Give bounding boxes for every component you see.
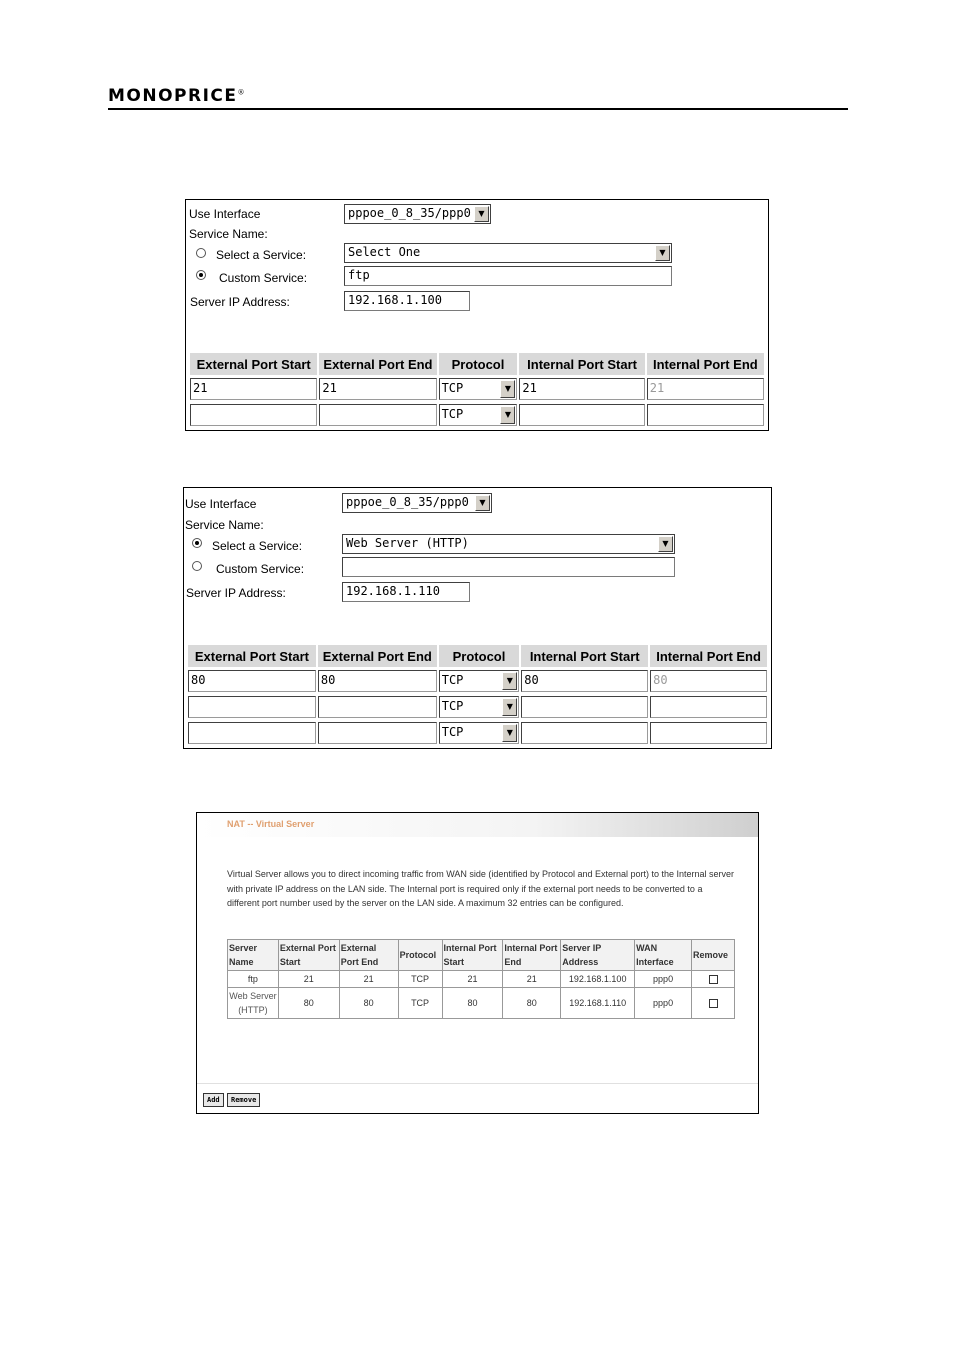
ext-start-input[interactable]	[188, 696, 316, 718]
interface-select[interactable]: pppoe_0_8_35/ppp0 ▼	[342, 493, 492, 513]
nat-virtual-server-page	[196, 812, 759, 1114]
server-ip: 192.168.1.110	[561, 988, 635, 1019]
protocol-select[interactable]: TCP ▼	[439, 722, 520, 744]
ext-start-input[interactable]	[190, 404, 317, 426]
int-start-input[interactable]: 21	[519, 378, 644, 400]
col-server-ip: Server IP Address	[561, 940, 635, 971]
service-name-label: Service Name:	[185, 518, 264, 532]
ext-end-input[interactable]	[319, 404, 436, 426]
protocol-select[interactable]: TCP ▼	[439, 696, 520, 718]
server-ip: 192.168.1.100	[561, 971, 635, 988]
service-select[interactable]: Select One ▼	[344, 243, 672, 263]
server-ip-input[interactable]: 192.168.1.100	[344, 291, 470, 311]
col-ext-end: External Port End	[318, 645, 437, 667]
ext-end-input[interactable]	[318, 696, 437, 718]
custom-service-radio[interactable]	[192, 561, 202, 571]
int-end-input: 80	[650, 670, 767, 692]
table-row	[188, 669, 767, 693]
col-ext-start: External Port Start	[190, 353, 317, 375]
protocol-select[interactable]: TCP ▼	[439, 378, 518, 400]
col-int-end: Internal Port End	[647, 353, 764, 375]
server-name: ftp	[228, 971, 279, 988]
table-row	[190, 377, 764, 401]
server-ip-label: Server IP Address:	[190, 295, 290, 309]
remove-button[interactable]: Remove	[227, 1093, 260, 1107]
int-end: 21	[503, 971, 561, 988]
col-int-start: Internal Port Start	[519, 353, 644, 375]
int-start: 80	[442, 988, 503, 1019]
chevron-down-icon: ▼	[502, 724, 517, 742]
col-protocol: Protocol	[439, 645, 520, 667]
int-end: 80	[503, 988, 561, 1019]
remove-checkbox[interactable]	[709, 999, 718, 1008]
select-service-label: Select a Service:	[212, 539, 303, 553]
chevron-down-icon: ▼	[474, 206, 489, 222]
select-service-radio[interactable]	[196, 248, 206, 258]
remove-checkbox[interactable]	[709, 975, 718, 984]
server-ip-input[interactable]: 192.168.1.110	[342, 582, 470, 602]
ext-start-input[interactable]: 80	[188, 670, 316, 692]
custom-service-label: Custom Service:	[216, 562, 305, 576]
select-service-radio[interactable]	[192, 538, 202, 548]
chevron-down-icon: ▼	[502, 672, 517, 690]
custom-service-label: Custom Service:	[219, 271, 308, 285]
col-int-start: Internal Port Start	[521, 645, 648, 667]
col-server-name: Server Name	[228, 940, 279, 971]
wan-interface: ppp0	[635, 971, 692, 988]
int-end-input	[647, 404, 764, 426]
table-row	[188, 695, 767, 719]
footer-bar	[197, 1083, 758, 1114]
virtual-server-table	[227, 939, 735, 1019]
col-wan-interface: WAN Interface	[635, 940, 692, 971]
virtual-server-form-http	[183, 487, 772, 749]
ext-start: 80	[278, 988, 339, 1019]
remove-cell	[692, 971, 735, 988]
port-table	[186, 643, 769, 747]
port-table	[188, 351, 766, 429]
ext-start-input[interactable]	[188, 722, 316, 744]
col-ext-end: External Port End	[319, 353, 436, 375]
virtual-server-form-ftp	[185, 199, 769, 431]
protocol-select[interactable]: TCP ▼	[439, 670, 520, 692]
add-button[interactable]: Add	[203, 1093, 224, 1107]
interface-select[interactable]: pppoe_0_8_35/ppp0 ▼	[344, 204, 491, 224]
service-name-label: Service Name:	[189, 227, 268, 241]
page-header	[108, 84, 848, 110]
ext-end: 21	[339, 971, 398, 988]
ext-start: 21	[278, 971, 339, 988]
col-ext-end: External Port End	[339, 940, 398, 971]
chevron-down-icon: ▼	[475, 495, 490, 511]
wan-interface: ppp0	[635, 988, 692, 1019]
custom-service-input[interactable]	[342, 557, 675, 577]
col-protocol: Protocol	[398, 940, 442, 971]
custom-service-input[interactable]: ftp	[344, 266, 672, 286]
protocol-select[interactable]: TCP ▼	[439, 404, 518, 426]
chevron-down-icon: ▼	[500, 406, 515, 424]
ext-end-input[interactable]: 80	[318, 670, 437, 692]
col-remove: Remove	[692, 940, 735, 971]
int-end-input: 21	[647, 378, 764, 400]
int-start-input[interactable]	[521, 696, 648, 718]
select-service-label: Select a Service:	[216, 248, 307, 262]
remove-cell	[692, 988, 735, 1019]
protocol: TCP	[398, 988, 442, 1019]
int-start-input[interactable]	[519, 404, 644, 426]
col-ext-start: External Port Start	[188, 645, 316, 667]
table-row	[188, 721, 767, 745]
description-text: Virtual Server allows you to direct incoming traffic from WAN side (identified by Protocol and External port) to the Internal server with private IP address on the LAN side. The Internal port is required only if the external port needs to be converted to a different port number used by the server on the LAN side. A maximum 32 entries can be configured.	[227, 869, 735, 908]
chevron-down-icon: ▼	[502, 698, 517, 716]
use-interface-label: Use Interface	[189, 207, 261, 221]
server-ip-label: Server IP Address:	[186, 586, 286, 600]
int-end-input	[650, 722, 767, 744]
protocol: TCP	[398, 971, 442, 988]
col-int-start: Internal Port Start	[442, 940, 503, 971]
chevron-down-icon: ▼	[655, 245, 670, 261]
chevron-down-icon: ▼	[500, 380, 515, 398]
ext-start-input[interactable]: 21	[190, 378, 317, 400]
ext-end: 80	[339, 988, 398, 1019]
page-title: NAT -- Virtual Server	[227, 819, 315, 829]
table-row	[190, 403, 764, 427]
col-int-end: Internal Port End	[650, 645, 767, 667]
table-row	[228, 988, 735, 1019]
brand-logo: MONOPRICE®	[108, 86, 247, 106]
ext-end-input[interactable]	[318, 722, 437, 744]
chevron-down-icon: ▼	[658, 536, 673, 552]
custom-service-radio[interactable]	[196, 270, 206, 280]
int-start: 21	[442, 971, 503, 988]
server-name: Web Server (HTTP)	[228, 988, 279, 1019]
ext-end-input[interactable]: 21	[319, 378, 436, 400]
service-select[interactable]: Web Server (HTTP) ▼	[342, 534, 675, 554]
table-row	[228, 971, 735, 988]
int-start-input[interactable]	[521, 722, 648, 744]
use-interface-label: Use Interface	[185, 497, 257, 511]
col-ext-start: External Port Start	[278, 940, 339, 971]
col-int-end: Internal Port End	[503, 940, 561, 971]
int-start-input[interactable]: 80	[521, 670, 648, 692]
col-protocol: Protocol	[439, 353, 518, 375]
int-end-input	[650, 696, 767, 718]
